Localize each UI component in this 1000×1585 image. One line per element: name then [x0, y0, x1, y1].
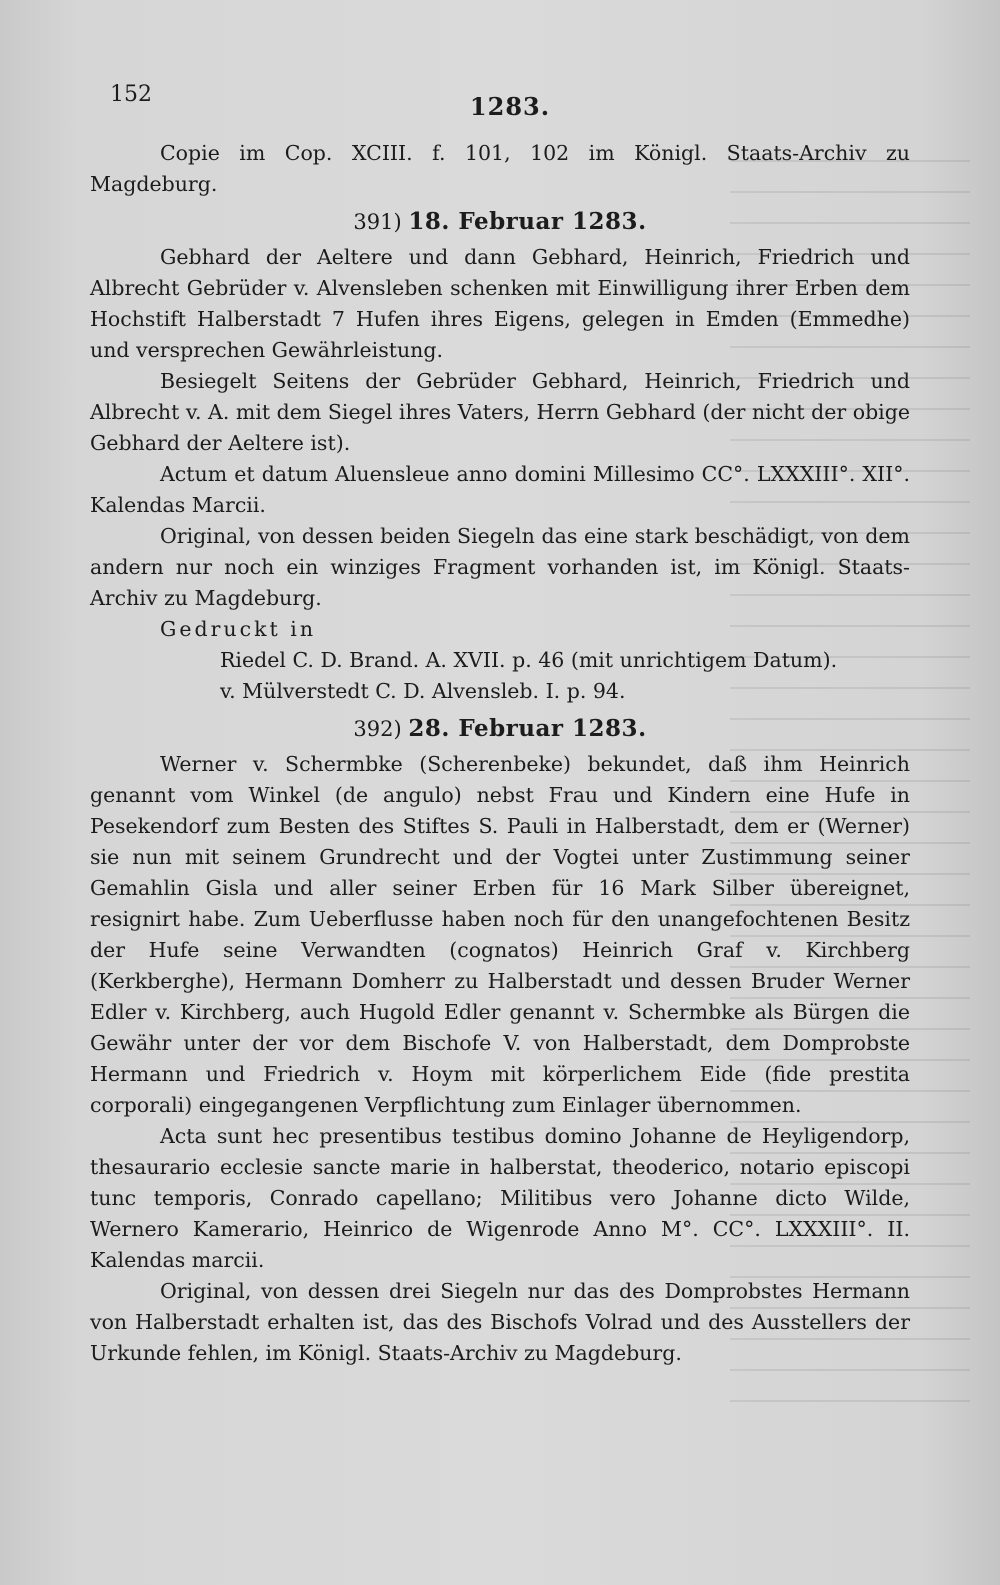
page-number: 152 — [110, 82, 152, 107]
entry-391-summary: Gebhard der Aeltere und dann Gebhard, Heinrich, Friedrich und Albrecht Gebrüder v. Alvensleben schenken mit Einwilligung ihrer Erben dem Hochstift Halberstadt 7 Hufen ihres Eigens, gelegen in Emden (Emmedhe) und versprechen Gewährleistung. — [90, 245, 910, 362]
running-year-title: 1283. — [469, 92, 551, 121]
entry-392-number: 392) — [353, 717, 402, 741]
entry-391-reference-1: Riedel C. D. Brand. A. XVII. p. 46 (mit unrichtigem Datum). — [220, 648, 838, 672]
entry-392-summary: Werner v. Schermbke (Scherenbeke) bekundet, daß ihm Heinrich genannt vom Winkel (de angulo) nebst Frau und Kindern eine Hufe in Pesekendorf zum Besten des Stiftes S. Pauli in Halberstadt, dem er (Werner) sie nun mit seinem Grundrecht und der Vogtei unter Zustimmung seiner Gemahlin Gisla und aller seiner Erben für 16 Mark Silber übereignet, resignirt habe. Zum Ueberflusse haben noch für den unangefochtenen Besitz der Hufe seine Verwandten (cognatos) Heinrich Graf v. Kirchberg (Kerkberghe), Hermann Domherr zu Halberstadt und dessen Bruder Werner Edler v. Kirchberg, auch Hugold Edler genannt v. Schermbke als Bürgen die Gewähr unter der vor dem Bischofe V. von Halberstadt, dem Domprobste Hermann und Friedrich v. Hoym mit körperlichem Eide (fide prestita corporali) eingegangenen Verpflichtung zum Einlager übernommen. — [90, 752, 910, 1117]
entry-392-date: 28. Februar 1283. — [408, 715, 647, 742]
entry-391-latin-date: Actum et datum Aluensleue anno domini Millesimo CC°. LXXXIII°. XII°. Kalendas Marcii. — [90, 462, 910, 517]
entry-391-seal-note: Besiegelt Seitens der Gebrüder Gebhard, Heinrich, Friedrich und Albrecht v. A. mit dem Siegel ihres Vaters, Herrn Gebhard (der nicht der obige Gebhard der Aeltere ist). — [90, 369, 910, 455]
entry-391-printed-label: Gedruckt in — [160, 617, 317, 641]
page-body — [90, 138, 910, 1369]
entry-391-date: 18. Februar 1283. — [408, 208, 647, 235]
entry-391-original-note: Original, von dessen beiden Siegeln das eine stark beschädigt, von dem andern nur noch ein winziges Fragment vorhanden ist, im Königl. Staats-Archiv zu Magdeburg. — [90, 524, 910, 610]
entry-391-reference-2: v. Mülverstedt C. D. Alvensleb. I. p. 94. — [220, 679, 626, 703]
entry-392-heading — [90, 713, 910, 745]
entry-392-latin-witnesses: Acta sunt hec presentibus testibus domino Johanne de Heyligendorp, thesaurario ecclesie sancte marie in halberstat, theoderico, notario episcopi tunc temporis, Conrado capellano; Militibus vero Johanne dicto Wilde, Wernero Kamerario, Heinrico de Wigenrode Anno M°. CC°. LXXXIII°. II. Kalendas marcii. — [90, 1124, 910, 1272]
entry-391-heading — [90, 206, 910, 238]
copy-note: Copie im Cop. XCIII. f. 101, 102 im Königl. Staats-Archiv zu Magdeburg. — [90, 141, 910, 196]
entry-391-number: 391) — [353, 210, 402, 234]
page-header — [110, 82, 910, 122]
entry-392-original-note: Original, von dessen drei Siegeln nur das des Domprobstes Hermann von Halberstadt erhalten ist, das des Bischofs Volrad und des Ausstellers der Urkunde fehlen, im Königl. Staats-Archiv zu Magdeburg. — [90, 1279, 910, 1365]
